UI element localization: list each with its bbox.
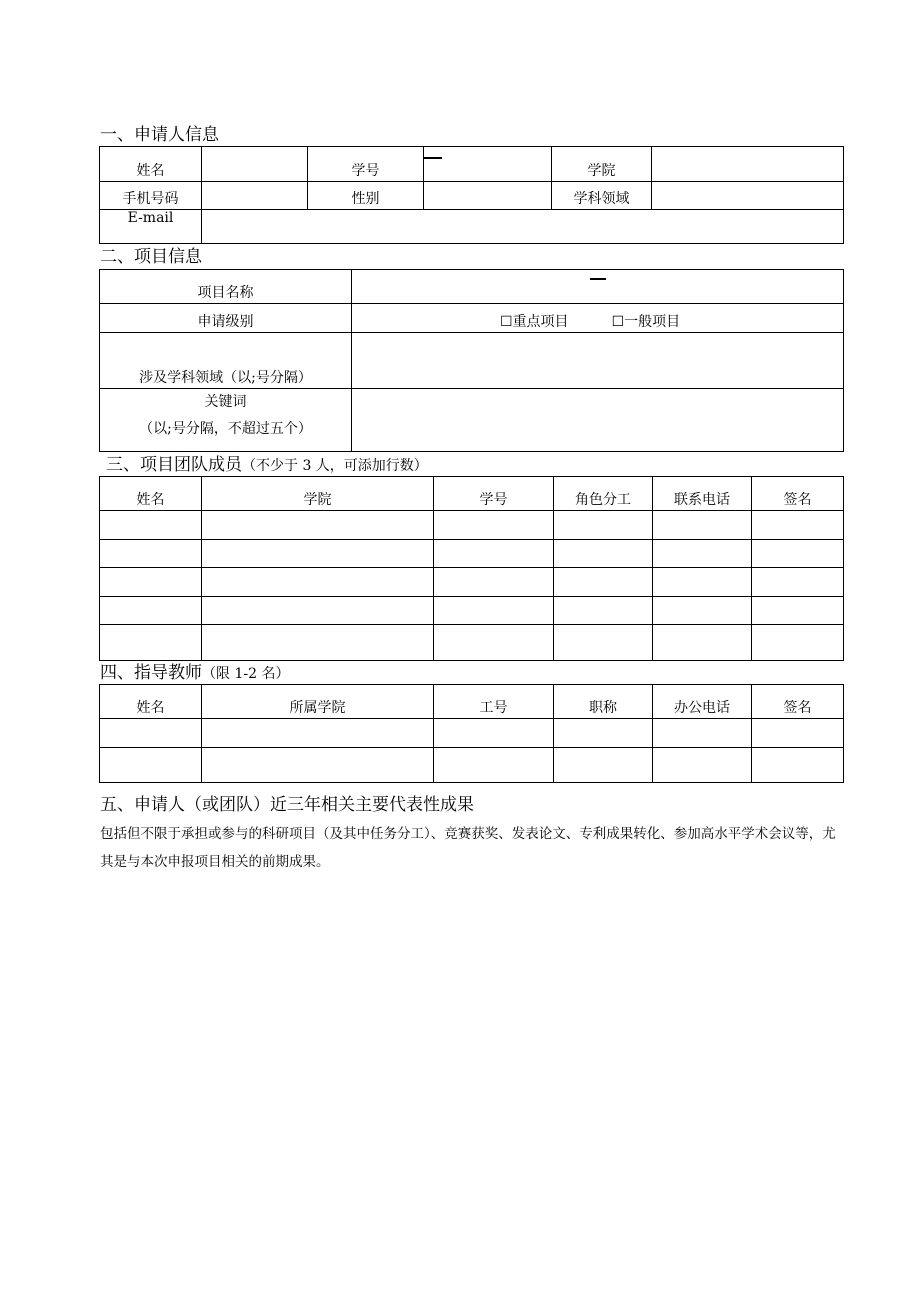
table-cell[interactable] xyxy=(202,540,434,568)
input-student-id[interactable] xyxy=(424,147,552,182)
col-header-office-phone: 办公电话 xyxy=(653,685,752,719)
table-cell[interactable] xyxy=(100,597,202,625)
table-cell[interactable] xyxy=(434,568,554,597)
col-header-staff-id: 工号 xyxy=(434,685,554,719)
col-header-signature: 签名 xyxy=(752,477,844,511)
col-header-role: 角色分工 xyxy=(554,477,653,511)
table-row xyxy=(100,540,844,568)
table-row xyxy=(100,748,844,783)
table-row xyxy=(100,719,844,748)
label-fields: 涉及学科领域（以;号分隔） xyxy=(100,333,352,389)
table-cell[interactable] xyxy=(202,597,434,625)
table-cell[interactable] xyxy=(554,597,653,625)
label-email: E-mail xyxy=(100,210,202,244)
table-cell[interactable] xyxy=(653,568,752,597)
section3-note: （不少于 3 人，可添加行数） xyxy=(242,458,428,474)
table-cell[interactable] xyxy=(434,748,554,783)
label-gender: 性别 xyxy=(308,182,424,210)
table-cell[interactable] xyxy=(100,568,202,597)
checkbox-icon[interactable]: ☐ xyxy=(611,314,625,330)
table-cell[interactable] xyxy=(554,540,653,568)
table-cell[interactable] xyxy=(100,540,202,568)
col-header-name: 姓名 xyxy=(100,685,202,719)
label-college: 学院 xyxy=(552,147,652,182)
table-cell[interactable] xyxy=(100,625,202,661)
table-cell[interactable] xyxy=(653,719,752,748)
table-cell[interactable] xyxy=(752,511,844,540)
table-cell[interactable] xyxy=(752,719,844,748)
level-options xyxy=(352,304,844,333)
table-cell[interactable] xyxy=(100,511,202,540)
table-cell[interactable] xyxy=(554,568,653,597)
option-key-project[interactable] xyxy=(500,311,569,331)
section5-description: 包括但不限于承担或参与的科研项目（及其中任务分工）、竞赛获奖、发表论文、专利成果转化、参加高水平学术会议等，尤其是与本次申报项目相关的前期成果。 xyxy=(100,826,836,870)
table-row xyxy=(100,597,844,625)
table-cell[interactable] xyxy=(202,511,434,540)
table-cell[interactable] xyxy=(653,511,752,540)
dash-mark xyxy=(424,157,442,159)
col-header-student-id: 学号 xyxy=(434,477,554,511)
input-gender[interactable] xyxy=(424,182,552,210)
label-phone: 手机号码 xyxy=(100,182,202,210)
table-cell[interactable] xyxy=(653,540,752,568)
label-student-id: 学号 xyxy=(308,147,424,182)
section4-title: 四、指导教师 xyxy=(100,663,202,683)
project-info-table xyxy=(99,269,844,452)
table-cell[interactable] xyxy=(202,748,434,783)
table-cell[interactable] xyxy=(554,719,653,748)
input-college[interactable] xyxy=(652,147,844,182)
table-cell[interactable] xyxy=(752,568,844,597)
table-cell[interactable] xyxy=(554,511,653,540)
input-project-name[interactable] xyxy=(352,270,844,304)
table-cell[interactable] xyxy=(752,597,844,625)
table-cell[interactable] xyxy=(202,625,434,661)
label-discipline: 学科领域 xyxy=(552,182,652,210)
table-cell[interactable] xyxy=(434,719,554,748)
table-cell[interactable] xyxy=(752,625,844,661)
applicant-info-table xyxy=(99,146,844,244)
table-cell[interactable] xyxy=(100,719,202,748)
label-project-name: 项目名称 xyxy=(100,270,352,304)
input-keywords[interactable] xyxy=(352,389,844,452)
table-cell[interactable] xyxy=(554,625,653,661)
option-key-label: 重点项目 xyxy=(512,314,569,330)
table-cell[interactable] xyxy=(653,597,752,625)
section3-title: 三、项目团队成员 xyxy=(106,455,242,475)
col-header-phone: 联系电话 xyxy=(653,477,752,511)
col-header-name: 姓名 xyxy=(100,477,202,511)
label-keywords: 关键词 xyxy=(204,394,247,410)
table-cell[interactable] xyxy=(434,540,554,568)
input-email[interactable] xyxy=(202,210,844,244)
input-discipline[interactable] xyxy=(652,182,844,210)
input-phone[interactable] xyxy=(202,182,308,210)
col-header-title: 职称 xyxy=(554,685,653,719)
table-row xyxy=(100,625,844,661)
table-cell[interactable] xyxy=(554,748,653,783)
table-cell[interactable] xyxy=(434,625,554,661)
label-keywords-note: （以;号分隔，不超过五个） xyxy=(139,421,312,437)
table-cell[interactable] xyxy=(202,719,434,748)
table-cell[interactable] xyxy=(434,511,554,540)
section2-heading: 二、项目信息 xyxy=(100,247,202,267)
col-header-college: 所属学院 xyxy=(202,685,434,719)
table-cell[interactable] xyxy=(653,748,752,783)
checkbox-icon[interactable]: ☐ xyxy=(500,314,513,330)
section4-heading xyxy=(100,663,289,684)
col-header-college: 学院 xyxy=(202,477,434,511)
section4-note: （限 1-2 名） xyxy=(202,666,290,682)
table-cell[interactable] xyxy=(434,597,554,625)
label-keywords-cell xyxy=(100,389,352,452)
col-header-signature: 签名 xyxy=(752,685,844,719)
table-cell[interactable] xyxy=(653,625,752,661)
option-general-label: 一般项目 xyxy=(624,314,681,330)
input-fields[interactable] xyxy=(352,333,844,389)
table-cell[interactable] xyxy=(752,540,844,568)
section5-heading: 五、申请人（或团队）近三年相关主要代表性成果 xyxy=(100,795,474,815)
dash-mark xyxy=(590,278,606,280)
table-row xyxy=(100,568,844,597)
table-cell[interactable] xyxy=(202,568,434,597)
label-level: 申请级别 xyxy=(100,304,352,333)
option-general-project[interactable] xyxy=(612,311,681,331)
table-row xyxy=(100,511,844,540)
table-cell[interactable] xyxy=(100,748,202,783)
table-cell[interactable] xyxy=(752,748,844,783)
team-members-table xyxy=(99,476,844,661)
input-name[interactable] xyxy=(202,147,308,182)
advisors-table xyxy=(99,684,844,783)
label-name: 姓名 xyxy=(100,147,202,182)
section3-heading xyxy=(106,455,428,476)
section1-heading: 一、申请人信息 xyxy=(100,125,219,145)
